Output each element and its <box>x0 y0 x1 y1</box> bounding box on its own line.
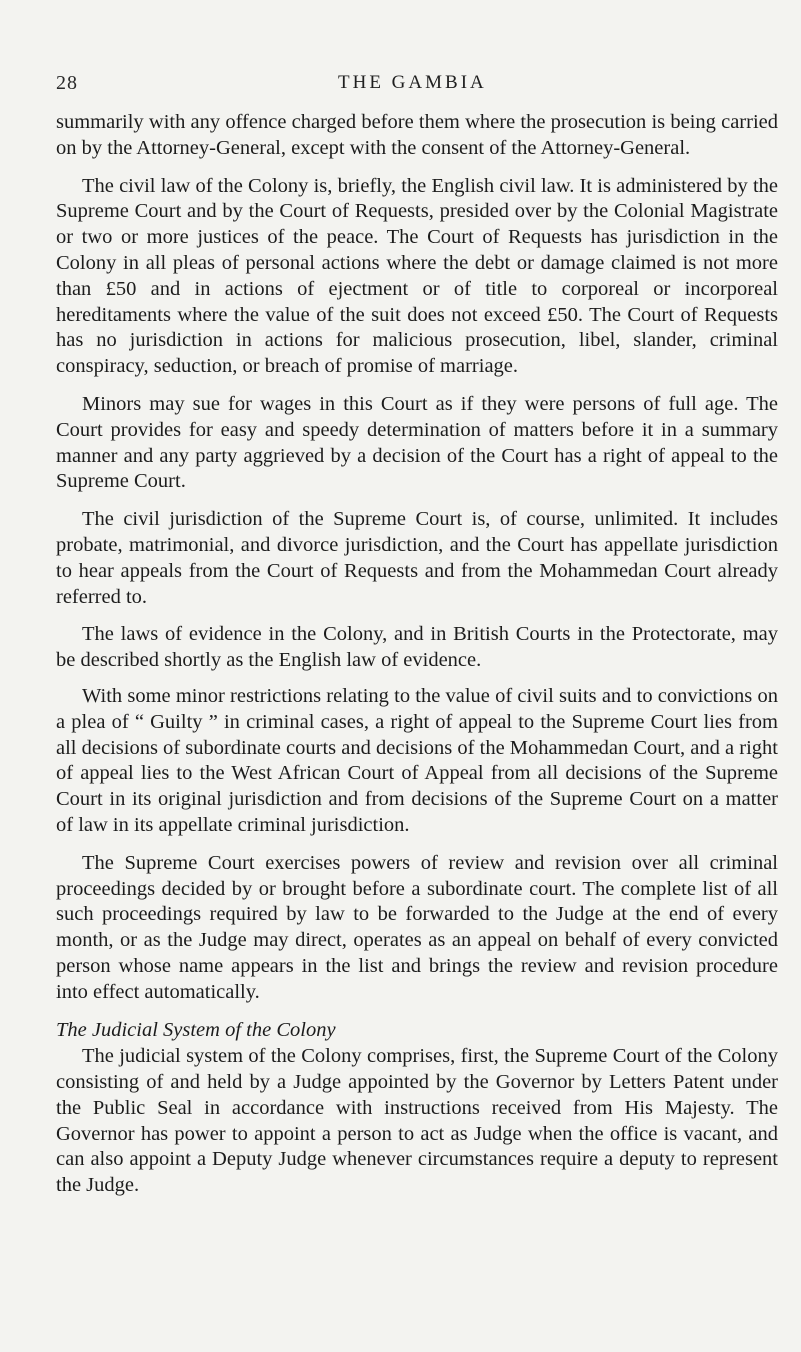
paragraph-civil-jurisdiction: The civil jurisdiction of the Supreme Court is, of course, unlimited. It includes probate, matrimonial, and divorce jurisdiction, and the Court has appellate jurisdiction to hear appeals from the Court of Requests and from the Mohammedan Court already referred to. <box>56 508 778 608</box>
section-heading: The Judicial System of the Colony <box>56 1018 336 1041</box>
running-header <box>56 72 756 98</box>
paragraph-review-revision: The Supreme Court exercises powers of review and revision over all criminal proceedings decided by or brought before a subordinate court. The complete list of all such proceedings required by law to be forwarded to the Judge at the end of every month, or as the Judge may direct, operates as an appeal on behalf of every convicted person whose name appears in the list and brings the review and revision procedure into effect automatically. <box>56 851 778 1003</box>
paragraph-evidence: The laws of evidence in the Colony, and in British Courts in the Protectorate, may be described shortly as the English law of evidence. <box>56 623 778 672</box>
paragraph-appeals: With some minor restrictions relating to the value of civil suits and to convictions on a plea of “ Guilty ” in criminal cases, a right of appeal to the Supreme Court lies from all decisions of subordinate courts and decisions of the Mohammedan Court, and a right of appeal lies to the West African Court of Appeal from all decisions of the Supreme Court in its original jurisdiction and from decisions of the Supreme Court on a matter of law in its appellate criminal jurisdiction. <box>56 684 778 836</box>
paragraph-judicial-system: The judicial system of the Colony comprises, first, the Supreme Court of the Colony consisting of and held by a Judge appointed by the Governor by Letters Patent under the Public Seal in accordance with instructions received from His Majesty. The Governor has power to appoint a person to act as Judge when the office is vacant, and can also appoint a Deputy Judge whenever circumstances require a deputy to represent the Judge. <box>56 1045 778 1197</box>
running-title: THE GAMBIA <box>338 72 487 93</box>
paragraph-continuation: summarily with any offence charged before them where the prosecution is being carried on by the Attorney-General, except with the consent of the Attorney-General. <box>56 111 778 159</box>
page-body <box>56 110 778 1211</box>
paragraph-minors: Minors may sue for wages in this Court as if they were persons of full age. The Court provides for easy and speedy determination of matters before it in a summary manner and any party aggrieved by a decision of the Court has a right of appeal to the Supreme Court. <box>56 392 778 493</box>
paragraph-civil-law: The civil law of the Colony is, briefly, the English civil law. It is administered by the Supreme Court and by the Court of Requests, presided over by the Colonial Magistrate or two or more justices of the peace. The Court of Requests has jurisdiction in the Colony in all pleas of personal actions where the debt or damage claimed is not more than £50 and in actions of ejectment or of title to corporeal or incorporeal hereditaments where the value of the suit does not exceed £50. The Court of Requests has no jurisdiction in actions for malicious prosecution, libel, slander, criminal conspiracy, seduction, or breach of promise of marriage. <box>56 174 778 378</box>
page-number: 28 <box>56 72 78 94</box>
